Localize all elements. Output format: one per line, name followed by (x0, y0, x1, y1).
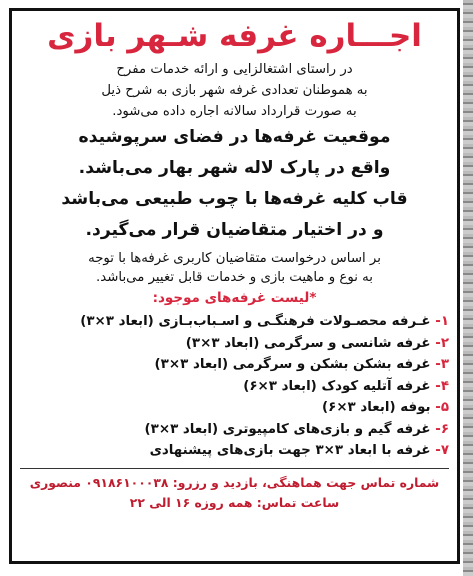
booth-list-item (20, 419, 449, 441)
divider (20, 468, 449, 469)
item-text: غرفه شانسی و سرگرمی (ابعاد ۳×۳) (185, 335, 431, 351)
booth-list-item (20, 376, 449, 398)
highlight-line: واقع در پارک لاله شهر بهار می‌باشد. (78, 158, 391, 178)
scan-edge-strip (463, 0, 473, 576)
item-text: غرفه بشکن بشکن و سرگرمی (ابعاد ۳×۳) (154, 357, 431, 372)
booth-list-item (20, 440, 449, 462)
booth-list-item (20, 311, 449, 333)
item-text: بوفه (ابعاد ۳×۶) (322, 400, 431, 415)
booth-list-item (20, 333, 449, 355)
intro-line: به همو‌طنان تعدادی غرفه شهر بازی به شرح ذیل (101, 83, 368, 98)
item-text: غـرفه محصـولات فرهنگـی و اسـباب‌بـازی (ابعاد ۳×۳) (80, 314, 431, 329)
location-paragraph (12, 122, 457, 246)
contact-hours: ساعت تماس: همه روزه ۱۶ الی ۲۲ (129, 494, 340, 510)
item-text: غرفه آتلیه کودک (ابعاد ۳×۶) (243, 378, 431, 394)
highlight-line: موقعیت غرفه‌ها در فضای سرپوشیده (78, 127, 391, 147)
intro-paragraph (12, 59, 457, 122)
booth-list-item (20, 354, 449, 376)
highlight-line: و در اختیار متقاضیان قرار می‌گیرد. (85, 220, 384, 240)
item-number: ۷- (435, 443, 449, 458)
note-line: بر اساس درخواست متقاضیان کاربری غرفه‌ها با توجه (88, 251, 381, 266)
booth-list-heading: *لیست غرفه‌های موجود: (152, 290, 317, 306)
item-number: ۲- (435, 335, 449, 351)
item-number: ۳- (435, 357, 449, 372)
ad-title: اجـــاره غرفه شـهر بازی (47, 18, 422, 54)
advertisement-box (9, 8, 460, 564)
item-number: ۵- (435, 400, 449, 415)
highlight-line: قاب کلیه غرفه‌ها با چوب طبیعی می‌باشد (61, 189, 408, 209)
item-text: غرفه گیم و بازی‌های کامپیوتری (ابعاد ۳×۳) (144, 421, 431, 437)
item-number: ۱- (435, 314, 449, 329)
intro-line: به صورت قرارداد سالانه اجاره داده می‌شود. (112, 104, 357, 119)
contact-line: شماره تماس جهت هماهنگی، بازدید و رزرو: ۰۹۱۸۶۱۰۰۰۳۸ منصوری (29, 474, 440, 490)
item-number: ۴- (435, 378, 449, 394)
item-number: ۶- (435, 421, 449, 437)
booth-list-item (20, 397, 449, 419)
note-line: به نوع و ماهیت بازی و خدمات قابل تغییر می‌باشد. (96, 270, 373, 285)
usage-note (12, 246, 457, 287)
item-text: غرفه با ابعاد ۳×۳ جهت بازی‌های پیشنهادی (149, 443, 431, 458)
intro-line: در راستای اشتغالزایی و ارائه خدمات مفرح (116, 62, 353, 77)
booth-list (12, 311, 457, 462)
